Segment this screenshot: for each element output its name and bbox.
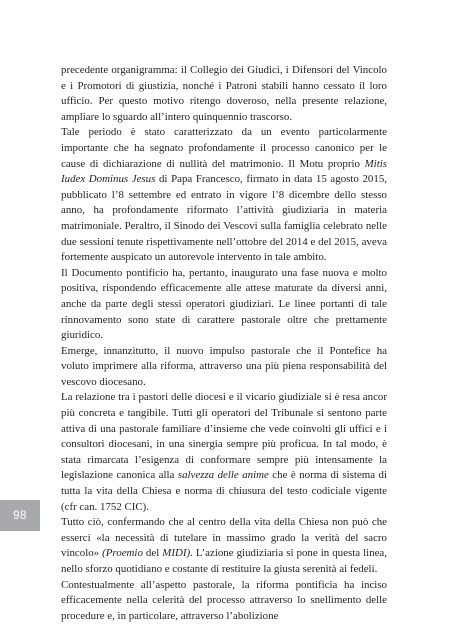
paragraph xyxy=(61,515,387,577)
page-number-tab xyxy=(0,500,40,531)
text-run: L’azione giudiziaria si pone in questa linea, nello sforzo quotidiano e costante di restituire la giusta serenità ai fedeli. xyxy=(61,547,387,575)
paragraph xyxy=(61,344,387,391)
page-number: 98 xyxy=(13,509,27,522)
italic-text: salvezza delle anime xyxy=(177,469,269,482)
body-text xyxy=(61,63,387,624)
text-run: di Papa Francesco, firmato in data 15 agosto 2015, pubblicato l’8 settembre ed entrato in vigore l’8 dicembre dello stesso anno, ha profondamente riformato l’attività giudiziaria in materia matrimoniale. Peraltro, il Sinodo dei Vescovi sulla famiglia celebrato nelle due sessioni tenute rispettivamente nell’ottobre del 2014 e del 2015, aveva fortemente auspicato un autorevole intervento in tale ambito. xyxy=(61,173,387,264)
text-run: Tutto ciò, confermando che al centro della vita della Chiesa non può che esserci «la necessità di tutelare in massimo grado la verità del sacro vincolo» xyxy=(61,516,387,560)
italic-text: MIDI). xyxy=(162,547,193,560)
text-run: Contestualmente all’aspetto pastorale, la riforma pontificia ha inciso efficacemente nella celerità del processo attraverso lo snellimento delle procedure e, in particolare, attraverso l’abolizione xyxy=(61,578,387,622)
text-run: Tale periodo è stato caratterizzato da un evento particolarmente importante che ha segnato profondamente il processo canonico per le cause di dichiarazione di nullità del matrimonio. Il Motu proprio xyxy=(61,126,387,170)
text-run: precedente organigramma: il Collegio dei Giudici, i Difensori del Vincolo e i Promotori di giustizia, nonché i Patroni stabili hanno cessato il loro ufficio. Per questo motivo ritengo doveroso, nella presente relazione, ampliare lo sguardo all’intero quinquennio trascorso. xyxy=(61,64,387,123)
text-run: Emerge, innanzitutto, il nuovo impulso pastorale che il Pontefice ha voluto imprimere alla riforma, attraverso una più piena responsabilità del vescovo diocesano. xyxy=(61,344,387,388)
paragraph xyxy=(61,125,387,265)
italic-text: (Proemio xyxy=(102,547,143,560)
paragraph xyxy=(61,63,387,125)
text-run: che è norma di sistema di tutta la vita della Chiesa e norma di chiusura del testo codiciale vigente (cfr can. 1752 CIC). xyxy=(61,469,387,513)
paragraph xyxy=(61,578,387,625)
paragraph xyxy=(61,390,387,515)
text-run: del xyxy=(142,547,163,560)
italic-text: Mitis Iudex Dominus Jesus xyxy=(61,157,387,186)
text-run: Il Documento pontificio ha, pertanto, inaugurato una fase nuova e molto positiva, rispondendo efficacemente alle attese maturate da diversi anni, anche da parte degli stessi operatori giudiziari. Le linee portanti di tale rinnovamento sono state di carattere pastorale oltre che prettamente giuridico. xyxy=(61,266,387,342)
paragraph xyxy=(61,266,387,344)
text-run: La relazione tra i pastori delle diocesi e il vicario giudiziale si è resa ancor più concreta e tangibile. Tutti gli operatori del Tribunale si sentono parte attiva di una pastorale familiare d’insieme che vede coinvolti gli uffici e i consultori diocesani, in una sinergia sempre più proficua. In tal modo, è stata rimarcata l’esigenza di conformare sempre più intensamente la legislazione canonica alla xyxy=(61,391,387,482)
